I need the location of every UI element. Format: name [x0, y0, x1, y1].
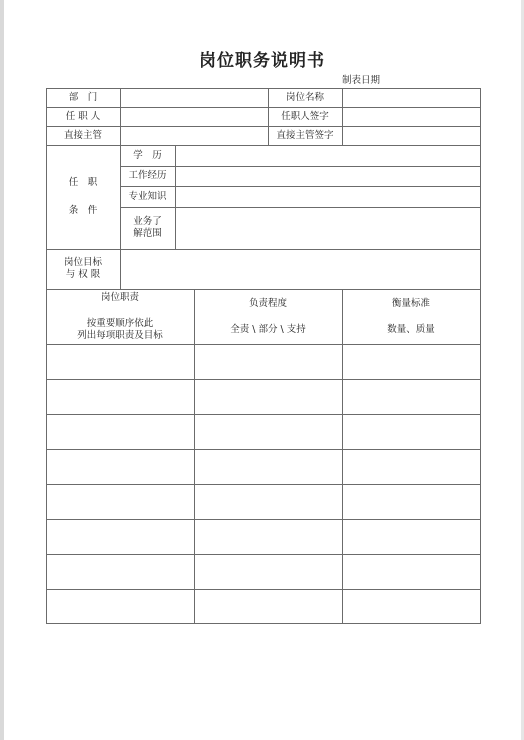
duty-cell[interactable]: [47, 345, 194, 379]
requirements-label: 任 职 条 件: [68, 177, 98, 216]
duty-cell[interactable]: [47, 555, 194, 589]
standard-cell[interactable]: [343, 590, 480, 623]
holder-signature-field[interactable]: [343, 108, 480, 126]
supervisor-signature-label: 直接主管签字: [276, 129, 334, 141]
level-cell[interactable]: [195, 485, 342, 519]
work-experience-field[interactable]: [176, 167, 480, 186]
expertise-label: 专业知识: [128, 190, 167, 202]
level-cell[interactable]: [195, 450, 342, 484]
supervisor-field[interactable]: [121, 127, 268, 145]
goals-label: 岗位目标 与 权 限: [63, 257, 102, 280]
duty-cell[interactable]: [47, 380, 194, 414]
education-label: 学 历: [133, 149, 162, 161]
standard-cell[interactable]: [343, 520, 480, 554]
duty-cell[interactable]: [47, 450, 194, 484]
level-cell[interactable]: [195, 590, 342, 623]
duty-cell[interactable]: [47, 485, 194, 519]
duty-cell[interactable]: [47, 520, 194, 554]
standard-cell[interactable]: [343, 345, 480, 379]
business-scope-field[interactable]: [176, 208, 480, 249]
standard-cell[interactable]: [343, 555, 480, 589]
duty-cell[interactable]: [47, 415, 194, 449]
level-cell[interactable]: [195, 380, 342, 414]
supervisor-signature-field[interactable]: [343, 127, 480, 145]
level-cell[interactable]: [195, 415, 342, 449]
work-experience-label: 工作经历: [128, 170, 167, 181]
document-title: 岗位职务说明书: [199, 51, 325, 71]
expertise-field[interactable]: [176, 187, 480, 207]
education-field[interactable]: [176, 146, 480, 166]
holder-signature-label: 任职人签字: [281, 110, 329, 122]
position-name-field[interactable]: [343, 89, 480, 107]
standard-cell[interactable]: [343, 450, 480, 484]
standard-cell[interactable]: [343, 380, 480, 414]
supervisor-label: 直接主管: [63, 129, 102, 141]
level-cell[interactable]: [195, 520, 342, 554]
page-edge-left: [0, 0, 4, 740]
date-label: 制表日期: [342, 75, 381, 86]
level-cell[interactable]: [195, 555, 342, 589]
duties-header: 岗位职责 按重要顺序依此 列出每项职责及目标: [77, 291, 163, 341]
department-label: 部 门: [68, 91, 98, 103]
standard-cell[interactable]: [343, 485, 480, 519]
standard-cell[interactable]: [343, 415, 480, 449]
business-scope-label: 业务了 解范围: [133, 216, 162, 239]
responsibility-level-header: 负责程度 全责 \ 部分 \ 支持: [230, 297, 306, 335]
level-cell[interactable]: [195, 345, 342, 379]
measurement-standard-header: 衡量标准 数量、质量: [387, 297, 435, 335]
holder-label: 任 职 人: [65, 110, 101, 122]
department-field[interactable]: [121, 89, 268, 107]
duty-cell[interactable]: [47, 590, 194, 623]
position-name-label: 岗位名称: [285, 91, 324, 103]
holder-field[interactable]: [121, 108, 268, 126]
goals-field[interactable]: [121, 250, 480, 289]
